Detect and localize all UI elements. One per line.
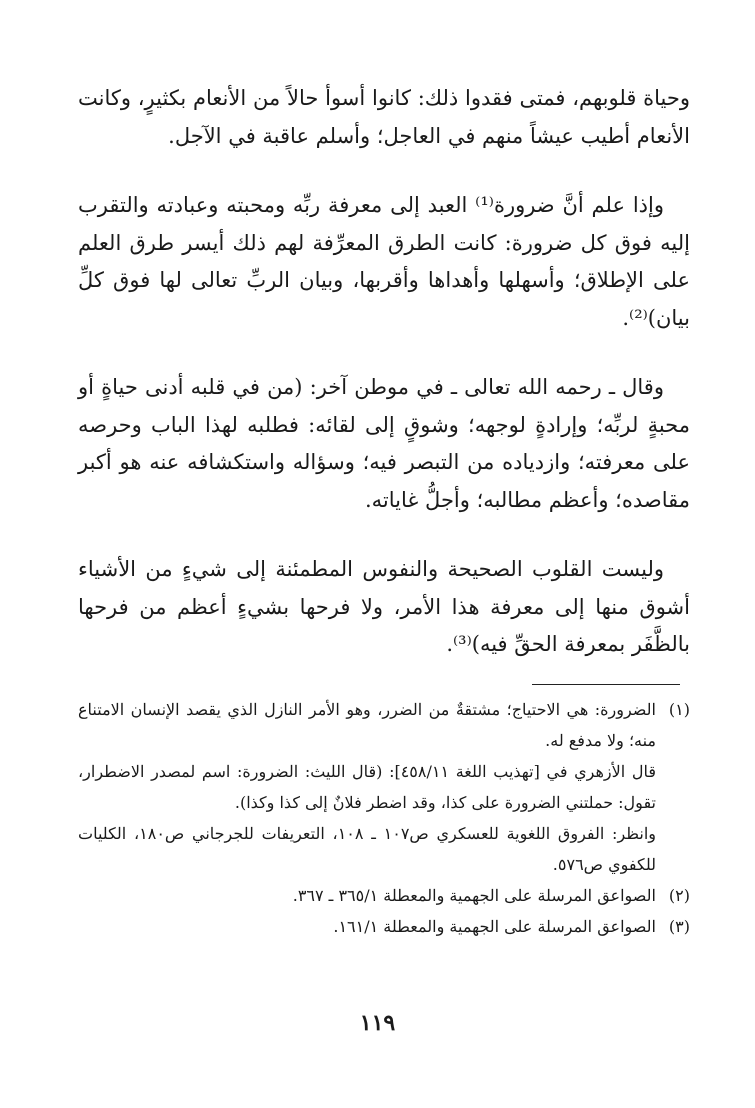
footnote-body bbox=[78, 880, 656, 911]
footnote-line: الضرورة: هي الاحتياج؛ مشتقةٌ من الضرر، وهو الأمر النازل الذي يقصد الإنسان الامتناع منه؛ ولا مدفع له. bbox=[78, 700, 656, 750]
paragraph: وإذا علم أنَّ ضرورة⁽¹⁾ العبد إلى معرفة ربِّه ومحبته وعبادته والتقرب إليه فوق كل ضرورة: كانت الطرق المعرِّفة لهم ذلك أيسر طرق العلم على الإطلاق؛ وأسهلها وأهداها وأقربها، وبيان الربِّ تعالى لها فوق كلِّ بيان)⁽²⁾. bbox=[78, 193, 690, 330]
footnote-line: الصواعق المرسلة على الجهمية والمعطلة ١٦١/١. bbox=[333, 917, 656, 936]
footnotes bbox=[78, 694, 690, 942]
footnote-separator bbox=[532, 684, 680, 685]
footnote-line: وانظر: الفروق اللغوية للعسكري ص١٠٧ ـ ١٠٨، التعريفات للجرجاني ص١٨٠، الكليات للكفوي ص٥٧٦. bbox=[78, 824, 657, 874]
footnote-number: (٢) bbox=[668, 886, 690, 905]
footnote-1 bbox=[78, 694, 690, 880]
footnote-line: الصواعق المرسلة على الجهمية والمعطلة ٣٦٥/١ ـ ٣٦٧. bbox=[292, 886, 656, 905]
footnote-number: (١) bbox=[668, 700, 690, 719]
page-number: ١١٩ bbox=[359, 1010, 396, 1036]
paragraph: وليست القلوب الصحيحة والنفوس المطمئنة إلى شيءٍ من الأشياء أشوق منها إلى معرفة هذا الأمر، ولا فرحها بشيءٍ أعظم من فرحها بالظَّفَر بمعرفة الحقِّ فيه)⁽³⁾. bbox=[78, 557, 690, 656]
footnote-body bbox=[78, 694, 656, 880]
footnote-number: (٣) bbox=[668, 917, 690, 936]
footnote-3 bbox=[78, 911, 690, 942]
footnote-2 bbox=[78, 880, 690, 911]
paragraph: وقال ـ رحمه الله تعالى ـ في موطن آخر: (من في قلبه أدنى حياةٍ أو محبةٍ لربِّه؛ وإرادةٍ لوجهه؛ وشوقٍ إلى لقائه: فطلبه لهذا الباب وحرصه على معرفته؛ وازدياده من التبصر فيه؛ وسؤاله واستكشافه عنه هو أكبر مقاصده؛ وأعظم مطالبه؛ وأجلُّ غاياته. bbox=[78, 375, 690, 512]
footnote-body bbox=[78, 911, 656, 942]
footnote-line: قال الأزهري في [تهذيب اللغة ٤٥٨/١١]: (قال الليث: الضرورة: اسم لمصدر الاضطرار، تقول: حملتني الضرورة على كذا، وقد اضطر فلانٌ إلى كذا وكذا). bbox=[78, 762, 656, 812]
main-text bbox=[78, 80, 690, 696]
paragraph: وحياة قلوبهم، فمتى فقدوا ذلك: كانوا أسوأ حالاً من الأنعام بكثيرٍ، وكانت الأنعام أطيب عيشاً منهم في العاجل؛ وأسلم عاقبة في الآجل. bbox=[78, 86, 690, 148]
